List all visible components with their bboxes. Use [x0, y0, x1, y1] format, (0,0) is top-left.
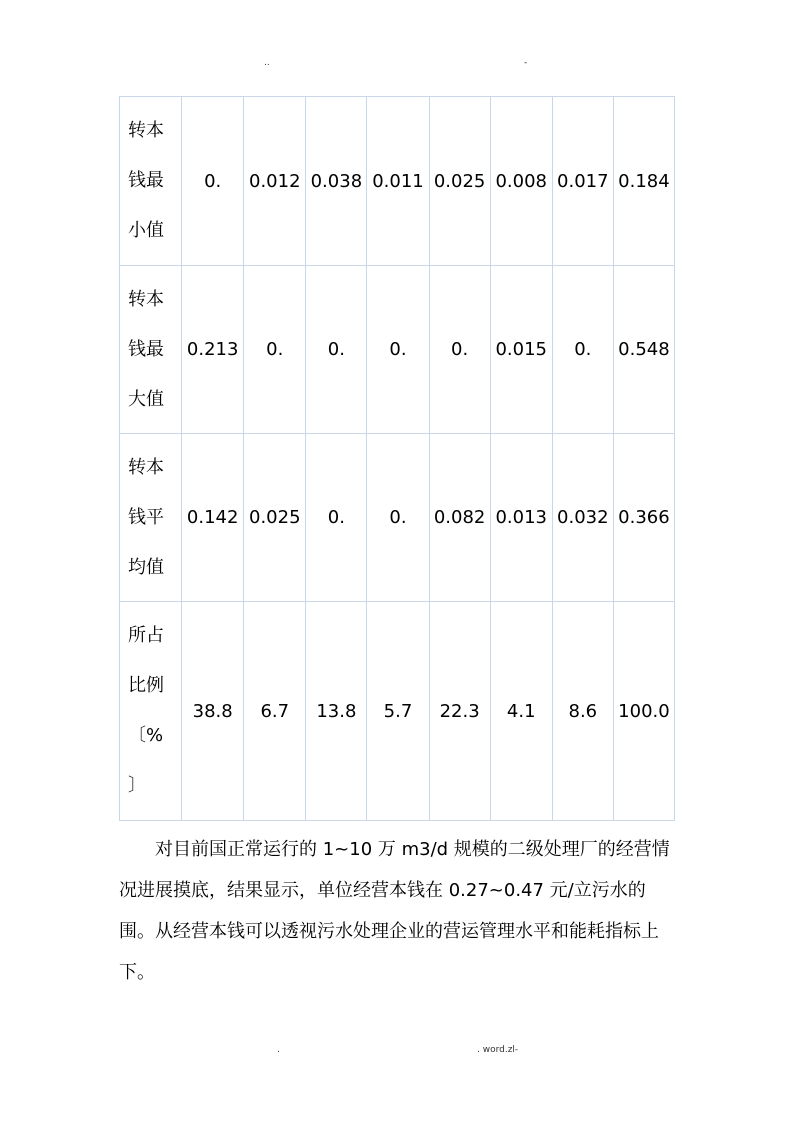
row-label-line: 转本: [128, 120, 164, 141]
row-label-line: 所占: [128, 625, 164, 646]
table-row: [120, 434, 675, 602]
cost-table: [119, 96, 675, 821]
row-label-line: 小值: [128, 220, 164, 241]
table-cell: 0.012: [244, 97, 306, 266]
table-cell: 4.1: [490, 602, 552, 821]
table-cell: 0.142: [182, 434, 244, 602]
table-cell: 0.013: [490, 434, 552, 602]
row-label-cell: [120, 434, 182, 602]
table-cell: 0.015: [490, 266, 552, 434]
footer-left-mark: .: [277, 1045, 280, 1055]
row-label-cell: [120, 266, 182, 434]
table-cell: 0.011: [367, 97, 429, 266]
table-cell: 13.8: [306, 602, 367, 821]
table-cell: 0.032: [552, 434, 613, 602]
body-paragraph: 对目前国正常运行的 1~10 万 m3/d 规模的二级处理厂的经营情况进展摸底，结果显示，单位经营本钱在 0.27~0.47 元/立污水的围。从经营本钱可以透视污水处理企业的营运管理水平和能耗指标上下。: [119, 839, 670, 983]
table-cell: 0.082: [429, 434, 490, 602]
table-cell: 0.: [306, 434, 367, 602]
row-label-line: 〕: [128, 775, 146, 796]
row-label-line: 转本: [128, 456, 164, 478]
table-cell: 0.548: [613, 266, 674, 434]
table-cell: 8.6: [552, 602, 613, 821]
table-cell: 0.366: [613, 434, 674, 602]
table-cell: 100.0: [613, 602, 674, 821]
table-cell: 22.3: [429, 602, 490, 821]
row-label-line: 钱平: [128, 506, 164, 528]
row-label-cell: [120, 97, 182, 266]
row-label-cell: [120, 602, 182, 821]
footer-right-mark: . word.zl-: [477, 1045, 519, 1055]
table-row: [120, 602, 675, 821]
row-label-line: 钱最: [128, 170, 164, 191]
table-cell: 0.: [367, 434, 429, 602]
row-label-line: 比例: [128, 675, 164, 696]
table-row: [120, 97, 675, 266]
table-cell: 0.184: [613, 97, 674, 266]
table-cell: 0.025: [429, 97, 490, 266]
table-cell: 0.: [367, 266, 429, 434]
row-label-line: 转本: [128, 288, 164, 310]
row-label-line: 〔%: [128, 725, 164, 746]
table-cell: 0.017: [552, 97, 613, 266]
table-cell: 6.7: [244, 602, 306, 821]
table-cell: 5.7: [367, 602, 429, 821]
table-cell: 0.: [429, 266, 490, 434]
table-cell: 0.025: [244, 434, 306, 602]
table-cell: 0.: [244, 266, 306, 434]
header-left-mark: ..: [264, 58, 270, 68]
table-cell: 0.: [552, 266, 613, 434]
row-label-line: 均值: [128, 556, 164, 578]
table-cell: 0.008: [490, 97, 552, 266]
table-cell: 0.038: [306, 97, 367, 266]
table-cell: 0.: [306, 266, 367, 434]
row-label-line: 大值: [128, 388, 164, 410]
table-cell: 0.213: [182, 266, 244, 434]
table-cell: 0.: [182, 97, 244, 266]
row-label-line: 钱最: [128, 338, 164, 360]
header-right-mark: -: [524, 58, 528, 68]
table-row: [120, 266, 675, 434]
table-cell: 38.8: [182, 602, 244, 821]
